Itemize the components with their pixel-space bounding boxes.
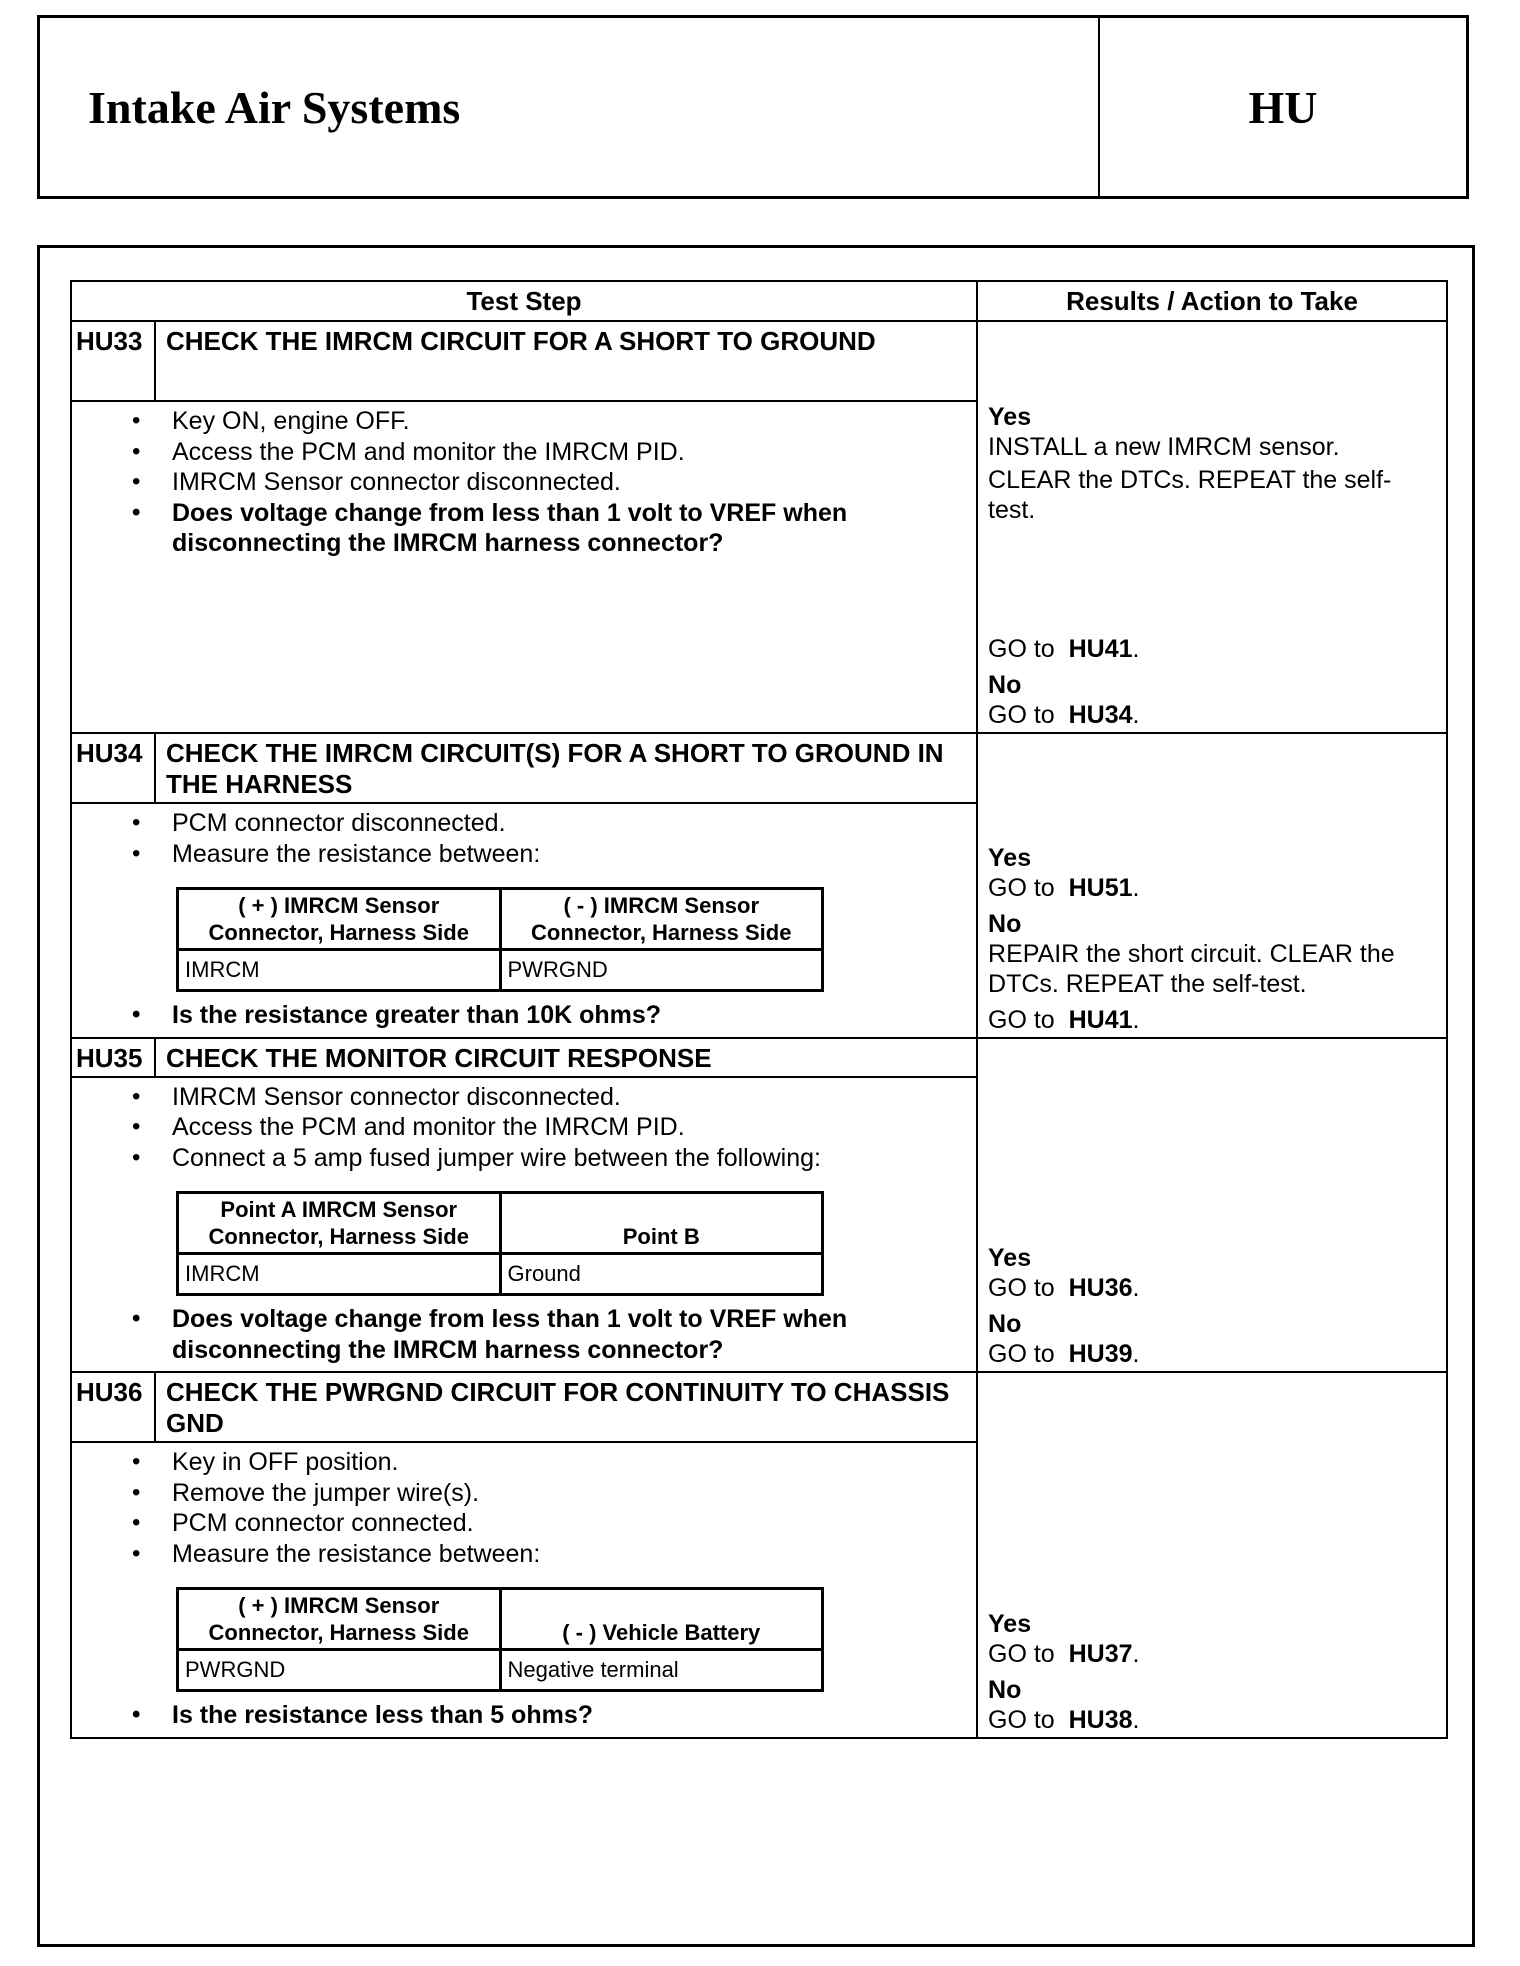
step-title-row [71,1372,1447,1442]
step-id: HU36 [71,1372,155,1442]
no-action-text: REPAIR the short circuit. CLEAR the DTCs. REPEAT the self-test. [988,939,1395,998]
step-results: Yes INSTALL a new IMRCM sensor. CLEAR the DTCs. REPEAT the self-test. GO to HU41. No GO to HU34. [977,321,1447,733]
goto-link[interactable]: HU39 [1068,1340,1133,1368]
instruction-item: • PCM connector connected. [172,1508,976,1539]
no-label: No [988,1310,1022,1338]
no-label: No [988,671,1022,699]
instruction-item: • IMRCM Sensor connector disconnected. [172,1082,976,1113]
instruction-item: • Key in OFF position. [172,1447,976,1478]
step-instructions [71,1442,977,1738]
measurement-header-positive: ( + ) IMRCM Sensor Connector, Harness Side [178,1589,501,1650]
goto-link[interactable]: HU34 [1068,701,1133,729]
instruction-item: • Key ON, engine OFF. [172,406,976,437]
step-results: Yes GO to HU51. No REPAIR the short circuit. CLEAR the DTCs. REPEAT the self-test. GO to HU41. [977,733,1447,1038]
measurement-value-positive: IMRCM [178,950,501,991]
goto-link[interactable]: HU41 [1068,1005,1133,1034]
goto-link[interactable]: HU41 [1068,635,1133,663]
step-instructions [71,401,977,733]
jumper-header-point-b: Point B [500,1193,823,1254]
measurement-value-negative: PWRGND [500,950,823,991]
goto-link[interactable]: HU51 [1068,873,1133,902]
yes-label: Yes [988,403,1032,431]
no-label: No [988,909,1022,938]
yes-label: Yes [988,1609,1032,1638]
step-id: HU34 [71,733,155,803]
step-results: Yes GO to HU37. No GO to HU38. [977,1372,1447,1738]
step-id: HU35 [71,1038,155,1077]
step-question: • Is the resistance greater than 10K ohms? [172,1000,976,1031]
step-question: • Does voltage change from less than 1 volt to VREF when disconnecting the IMRCM harness connector? [172,498,976,559]
step-title: CHECK THE PWRGND CIRCUIT FOR CONTINUITY TO CHASSIS GND [155,1372,977,1442]
measurement-table [176,887,824,992]
goto-link[interactable]: HU37 [1068,1639,1133,1668]
instruction-item: • Measure the resistance between: [172,1539,976,1570]
step-instructions [71,1077,977,1373]
jumper-value-point-b: Ground [500,1254,823,1295]
yes-label: Yes [988,843,1032,872]
step-question: • Is the resistance less than 5 ohms? [172,1700,976,1731]
yes-action-text: INSTALL a new IMRCM sensor. [988,433,1340,461]
step-title-row [71,1038,1447,1077]
yes-label: Yes [988,1244,1032,1272]
jumper-header-point-a: Point A IMRCM Sensor Connector, Harness Side [178,1193,501,1254]
yes-action-text: CLEAR the DTCs. REPEAT the self-test. [988,466,1392,524]
no-label: No [988,1675,1022,1704]
column-header-test-step: Test Step [71,281,977,321]
goto-link[interactable]: HU36 [1068,1274,1133,1302]
jumper-table [176,1191,824,1296]
instruction-item: • Access the PCM and monitor the IMRCM PID. [172,437,976,468]
measurement-value-negative: Negative terminal [500,1650,823,1691]
jumper-value-point-a: IMRCM [178,1254,501,1295]
measurement-header-negative: ( - ) IMRCM Sensor Connector, Harness Side [500,889,823,950]
step-title: CHECK THE IMRCM CIRCUIT(S) FOR A SHORT TO GROUND IN THE HARNESS [155,733,977,803]
instruction-item: • Remove the jumper wire(s). [172,1478,976,1509]
instruction-item: • PCM connector disconnected. [172,808,976,839]
measurement-table [176,1587,824,1692]
measurement-value-positive: PWRGND [178,1650,501,1691]
step-title: CHECK THE IMRCM CIRCUIT FOR A SHORT TO GROUND [155,321,977,401]
instruction-item: • IMRCM Sensor connector disconnected. [172,467,976,498]
step-title: CHECK THE MONITOR CIRCUIT RESPONSE [155,1038,977,1077]
section-code: HU [1248,81,1318,133]
section-title: Intake Air Systems [40,18,1100,196]
instruction-item: • Connect a 5 amp fused jumper wire between the following: [172,1143,976,1174]
measurement-header-positive: ( + ) IMRCM Sensor Connector, Harness Side [178,889,501,950]
page-header [37,15,1469,199]
step-title-row [71,321,1447,401]
measurement-header-negative: ( - ) Vehicle Battery [500,1589,823,1650]
step-results: Yes GO to HU36. No GO to HU39. [977,1038,1447,1373]
pinpoint-test-table [70,280,1448,1739]
goto-link[interactable]: HU38 [1068,1705,1133,1734]
column-header-results: Results / Action to Take [977,281,1447,321]
instruction-item: • Measure the resistance between: [172,839,976,870]
step-instructions [71,803,977,1038]
instruction-item: • Access the PCM and monitor the IMRCM PID. [172,1112,976,1143]
step-question: • Does voltage change from less than 1 volt to VREF when disconnecting the IMRCM harness connector? [172,1304,976,1365]
step-id: HU33 [71,321,155,401]
table-header-row [71,281,1447,321]
step-title-row [71,733,1447,803]
